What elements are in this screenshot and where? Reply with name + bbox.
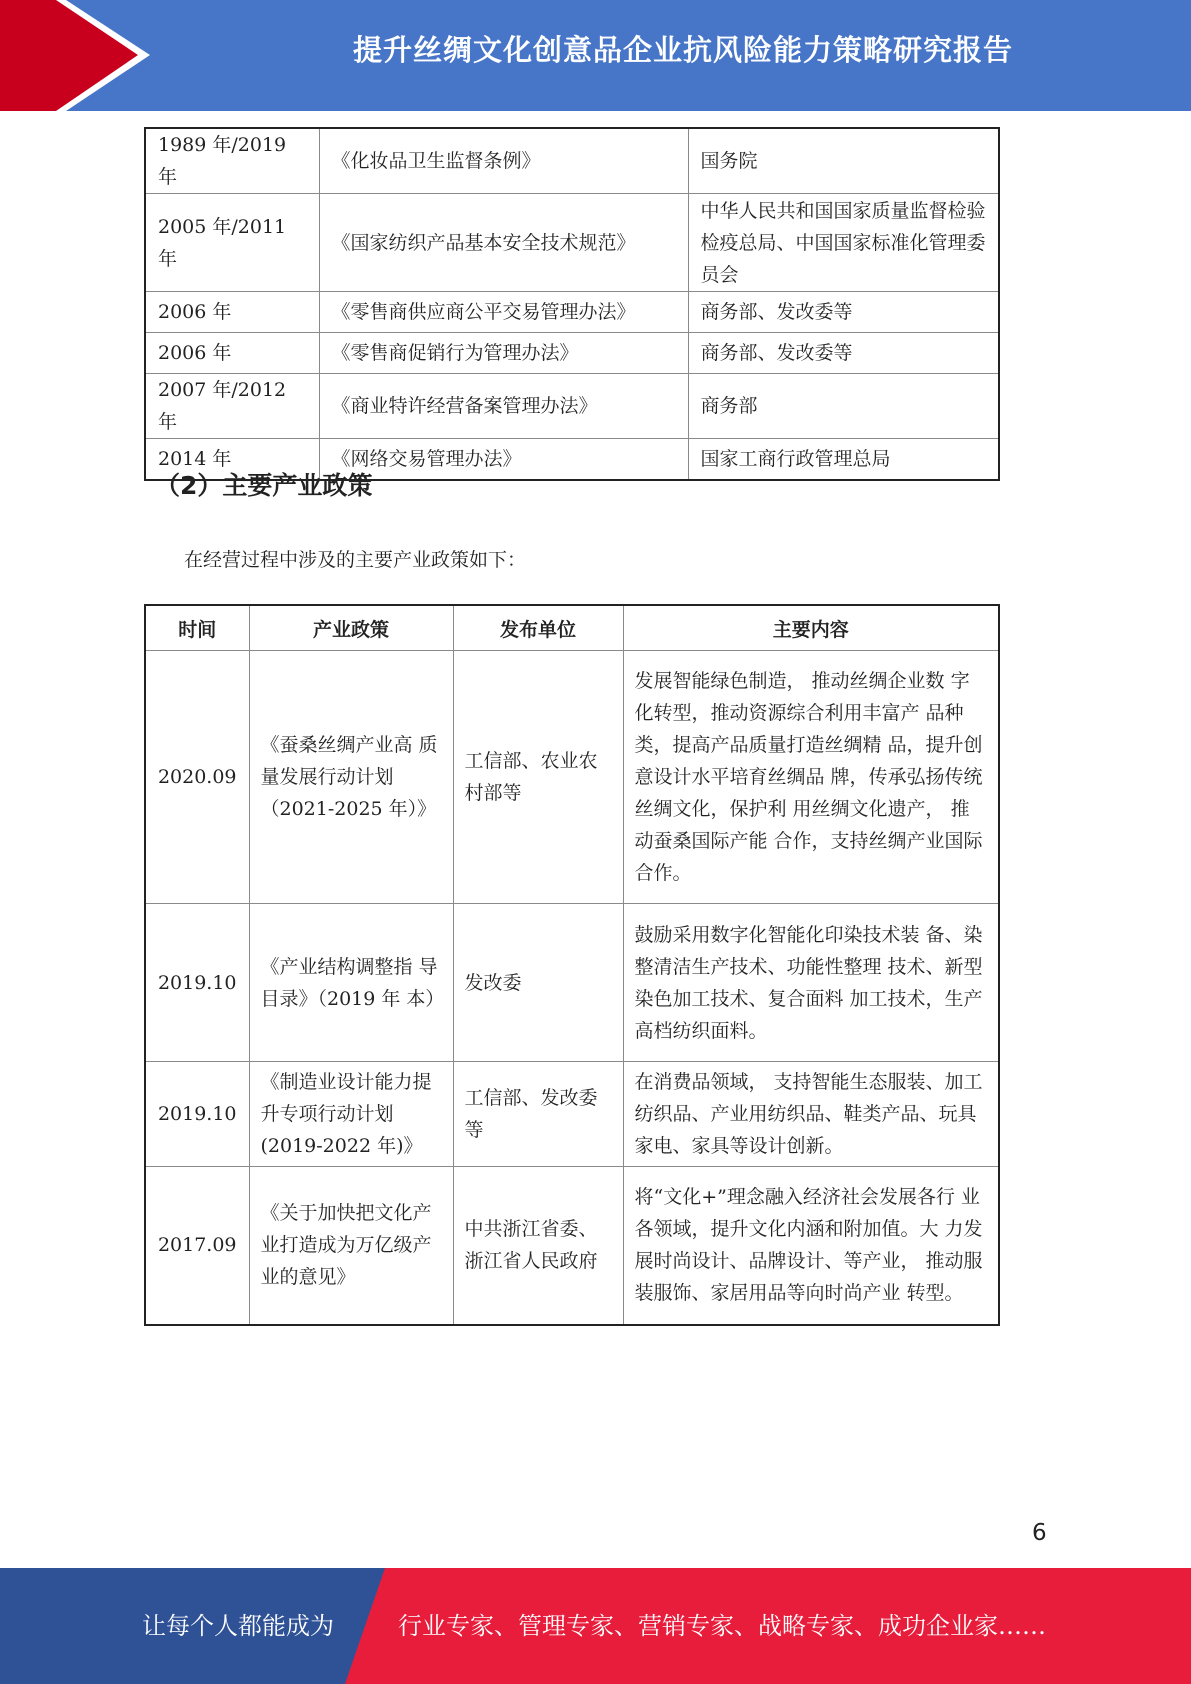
column-header: 产业政策 <box>249 605 453 651</box>
policy-time: 2019.10 <box>145 1062 249 1167</box>
reg-year: 2005 年/2011 年 <box>145 194 319 292</box>
reg-issuer: 国务院 <box>688 128 999 194</box>
table-row <box>145 904 999 1062</box>
report-title: 提升丝绸文化创意品企业抗风险能力策略研究报告 <box>352 33 1013 67</box>
section-heading: （2）主要产业政策 <box>155 471 373 500</box>
policy-content: 将“文化+”理念融入经济社会发展各行 业各领域，提升文化内涵和附加值。大 力发展时尚设计、品牌设计、等产业， 推动服装服饰、家居用品等向时尚产业 转型。 <box>623 1167 999 1325</box>
reg-issuer: 国家工商行政管理总局 <box>688 439 999 480</box>
column-header: 时间 <box>145 605 249 651</box>
reg-year: 1989 年/2019 年 <box>145 128 319 194</box>
reg-name: 《商业特许经营备案管理办法》 <box>319 374 688 439</box>
policy-table <box>144 604 1000 1326</box>
table-row <box>145 333 999 374</box>
policy-issuer: 发改委 <box>453 904 623 1062</box>
reg-name: 《化妆品卫生监督条例》 <box>319 128 688 194</box>
reg-issuer: 商务部、发改委等 <box>688 292 999 333</box>
page-number: 6 <box>1032 1520 1047 1546</box>
section-intro: 在经营过程中涉及的主要产业政策如下： <box>184 549 527 571</box>
policy-name: 《关于加快把文化产业打造成为万亿级产业的意见》 <box>249 1167 453 1325</box>
chevron-logo-icon <box>0 0 160 111</box>
reg-name: 《国家纺织产品基本安全技术规范》 <box>319 194 688 292</box>
reg-year: 2006 年 <box>145 292 319 333</box>
policy-time: 2017.09 <box>145 1167 249 1325</box>
reg-year: 2007 年/2012 年 <box>145 374 319 439</box>
policy-time: 2019.10 <box>145 904 249 1062</box>
footer-slogan-right: 行业专家、管理专家、营销专家、战略专家、成功企业家…… <box>398 1612 1046 1640</box>
policy-issuer: 工信部、发改委等 <box>453 1062 623 1167</box>
footer-slogan-left: 让每个人都能成为 <box>142 1612 334 1640</box>
regulations-table <box>144 127 1000 481</box>
table-row <box>145 292 999 333</box>
page-header <box>0 0 1191 111</box>
policy-content: 发展智能绿色制造， 推动丝绸企业数 字化转型，推动资源综合利用丰富产 品种类，提高产品质量打造丝绸精 品，提升创意设计水平培育丝绸品 牌，传承弘扬传统丝绸文化，保护利 用丝绸文化遗产， 推动蚕桑国际产能 合作，支持丝绸产业国际合作。 <box>623 651 999 904</box>
reg-name: 《零售商供应商公平交易管理办法》 <box>319 292 688 333</box>
column-header: 主要内容 <box>623 605 999 651</box>
policy-issuer: 工信部、农业农村部等 <box>453 651 623 904</box>
table-row <box>145 374 999 439</box>
table-row <box>145 1062 999 1167</box>
page-footer <box>0 1568 1191 1684</box>
reg-issuer: 商务部 <box>688 374 999 439</box>
policy-name: 《产业结构调整指 导目录》（2019 年 本） <box>249 904 453 1062</box>
reg-name: 《零售商促销行为管理办法》 <box>319 333 688 374</box>
policy-content: 在消费品领域， 支持智能生态服装、加工纺织品、产业用纺织品、鞋类产品、玩具家电、家具等设计创新。 <box>623 1062 999 1167</box>
column-header: 发布单位 <box>453 605 623 651</box>
policy-content: 鼓励采用数字化智能化印染技术装 备、染整清洁生产技术、功能性整理 技术、新型染色加工技术、复合面料 加工技术，生产高档纺织面料。 <box>623 904 999 1062</box>
table-header-row <box>145 605 999 651</box>
reg-year: 2006 年 <box>145 333 319 374</box>
table-row <box>145 194 999 292</box>
reg-year: 2014 年 <box>145 439 319 480</box>
table-row <box>145 128 999 194</box>
policy-name: 《制造业设计能力提升专项行动计划(2019-2022 年)》 <box>249 1062 453 1167</box>
table-row <box>145 1167 999 1325</box>
table-row <box>145 651 999 904</box>
reg-name: 《网络交易管理办法》 <box>319 439 688 480</box>
policy-time: 2020.09 <box>145 651 249 904</box>
reg-issuer: 商务部、发改委等 <box>688 333 999 374</box>
policy-issuer: 中共浙江省委、浙江省人民政府 <box>453 1167 623 1325</box>
reg-issuer: 中华人民共和国国家质量监督检验检疫总局、中国国家标准化管理委员会 <box>688 194 999 292</box>
policy-name: 《蚕桑丝绸产业高 质量发展行动计划（2021-2025 年）》 <box>249 651 453 904</box>
